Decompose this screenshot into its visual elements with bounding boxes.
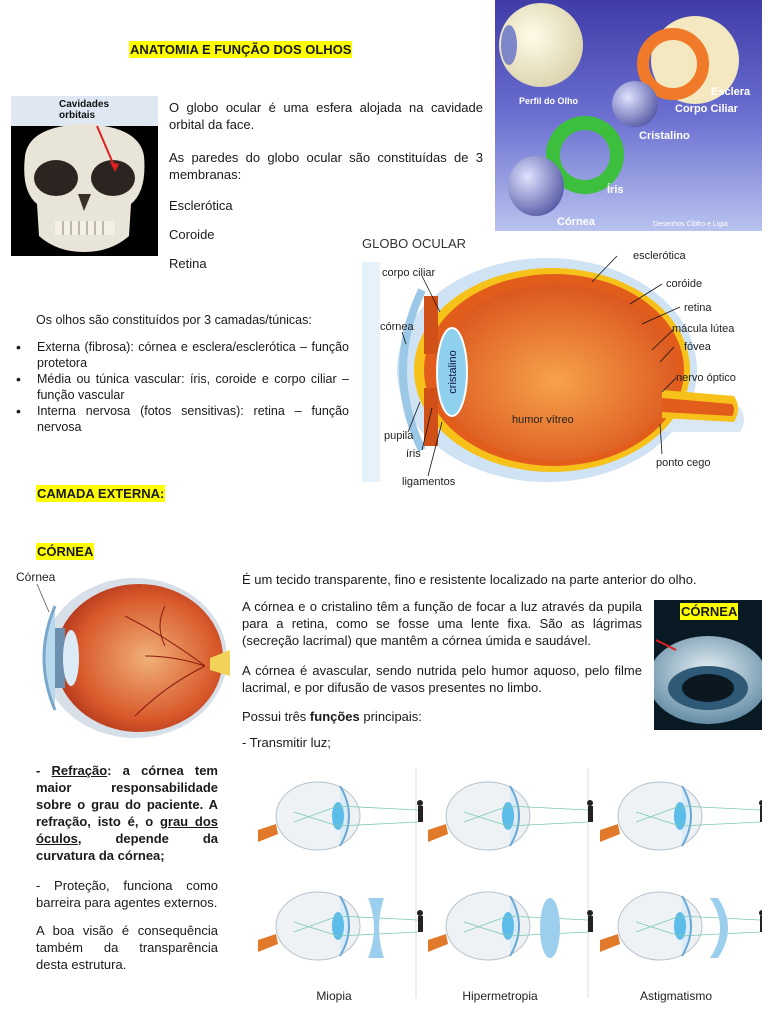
protecao-paragraph: - Proteção, funciona como barreira para agentes externos. [36, 878, 218, 910]
refraction-illustration [248, 768, 762, 1020]
cornea-paragraph-3: A córnea é avascular, sendo nutrida pelo humor aquoso, pelo filme lacrimal, e por difusão de vasos presentes no limbo. [242, 663, 642, 695]
camada-externa-heading: CAMADA EXTERNA: [37, 486, 165, 501]
label-corpo-ciliar: corpo ciliar [382, 267, 436, 279]
refracao-paragraph: - Refração: a córnea tem maior responsabilidade sobre o grau do paciente. A refração, isto é, o grau dos óculos, depende da curvatura da córnea; [36, 763, 218, 863]
cornea-fig-label: Córnea [16, 570, 56, 584]
label-globe-cornea: córnea [380, 321, 414, 333]
label-iris: Íris [607, 184, 624, 196]
refraction-figure [248, 768, 762, 1020]
label-cornea: Córnea [557, 216, 595, 228]
label-globe-iris: íris [406, 448, 421, 460]
layers-intro: Os olhos são constituídos por 3 camadas/túnicas: [36, 313, 312, 327]
label-ponto-cego: ponto cego [656, 457, 711, 469]
boa-visao-paragraph: A boa visão é consequência também da transparência desta estrutura. [36, 923, 218, 972]
globe-title: GLOBO OCULAR [362, 236, 467, 251]
page-title: ANATOMIA E FUNÇÃO DOS OLHOS [130, 42, 352, 57]
caption-astigmatismo: Astigmatismo [639, 989, 713, 1003]
layer-externa: • Externa (fibrosa): córnea e esclera/esclerótica – função protetora [0, 339, 349, 371]
intro-paragraph-2: As paredes do globo ocular são constituídas de 3 membranas: [169, 150, 483, 182]
cornea-paragraph-5: - Transmitir luz; [242, 735, 331, 750]
label-ligamentos: ligamentos [402, 476, 456, 488]
intro-paragraph-1: O globo ocular é uma esfera alojada na cavidade orbital da face. [169, 100, 483, 132]
membrane-esclerotica: Esclerótica [169, 198, 233, 213]
cornea-eye-illustration [15, 566, 230, 744]
label-retina: retina [684, 302, 712, 314]
eye-parts-figure [495, 0, 762, 231]
layers-list [0, 339, 349, 435]
cornea-paragraph-1: É um tecido transparente, fino e resistente localizado na parte anterior do olho. [242, 572, 697, 587]
eye-parts-illustration [495, 0, 762, 231]
skull-image [11, 96, 158, 256]
cornea-paragraph-2: A córnea e o cristalino têm a função de focar a luz através da pupila para a retina, como se fosse uma lente fixa. São as lágrimas (secreção lacrimal) que mantêm a córnea úmida e saudável. [242, 599, 642, 648]
cornea-eye-figure [15, 566, 230, 744]
cornea-photo-label: CÓRNEA [681, 604, 738, 619]
cornea-heading: CÓRNEA [37, 544, 94, 559]
label-fovea: fóvea [684, 341, 711, 353]
label-humor: humor vítreo [512, 414, 574, 426]
label-perfil: Perfil do Olho [519, 96, 579, 106]
label-esclera: Esclera [711, 86, 751, 98]
label-nervo: nervo óptico [676, 372, 736, 384]
label-macula: mácula lútea [672, 323, 735, 335]
layer-interna: • Interna nervosa (fotos sensitivas): retina – função nervosa [0, 403, 349, 435]
label-credit: Desenhos Cibfro e Ligia [653, 221, 728, 228]
cornea-paragraph-4: Possui três funções principais: [242, 709, 422, 724]
label-corpo-ciliar: Corpo Ciliar [675, 103, 738, 115]
label-esclerotica: esclerótica [633, 250, 686, 262]
label-cristalino: Cristalino [639, 130, 690, 142]
caption-miopia: Miopia [316, 989, 352, 1003]
label-pupila: pupila [384, 430, 414, 442]
caption-hipermetropia: Hipermetropia [462, 989, 538, 1003]
membrane-coroide: Coroide [169, 227, 215, 242]
skull-label: Cavidades orbitais [59, 99, 110, 121]
globe-figure [362, 232, 762, 490]
layer-media: • Média ou túnica vascular: íris, coroide e corpo ciliar – função vascular [0, 371, 349, 403]
cornea-photo [654, 600, 762, 730]
globe-illustration [362, 232, 762, 490]
label-coroide: coróide [666, 278, 703, 290]
membrane-retina: Retina [169, 256, 207, 271]
label-globe-cristalino: cristalino [447, 350, 459, 394]
